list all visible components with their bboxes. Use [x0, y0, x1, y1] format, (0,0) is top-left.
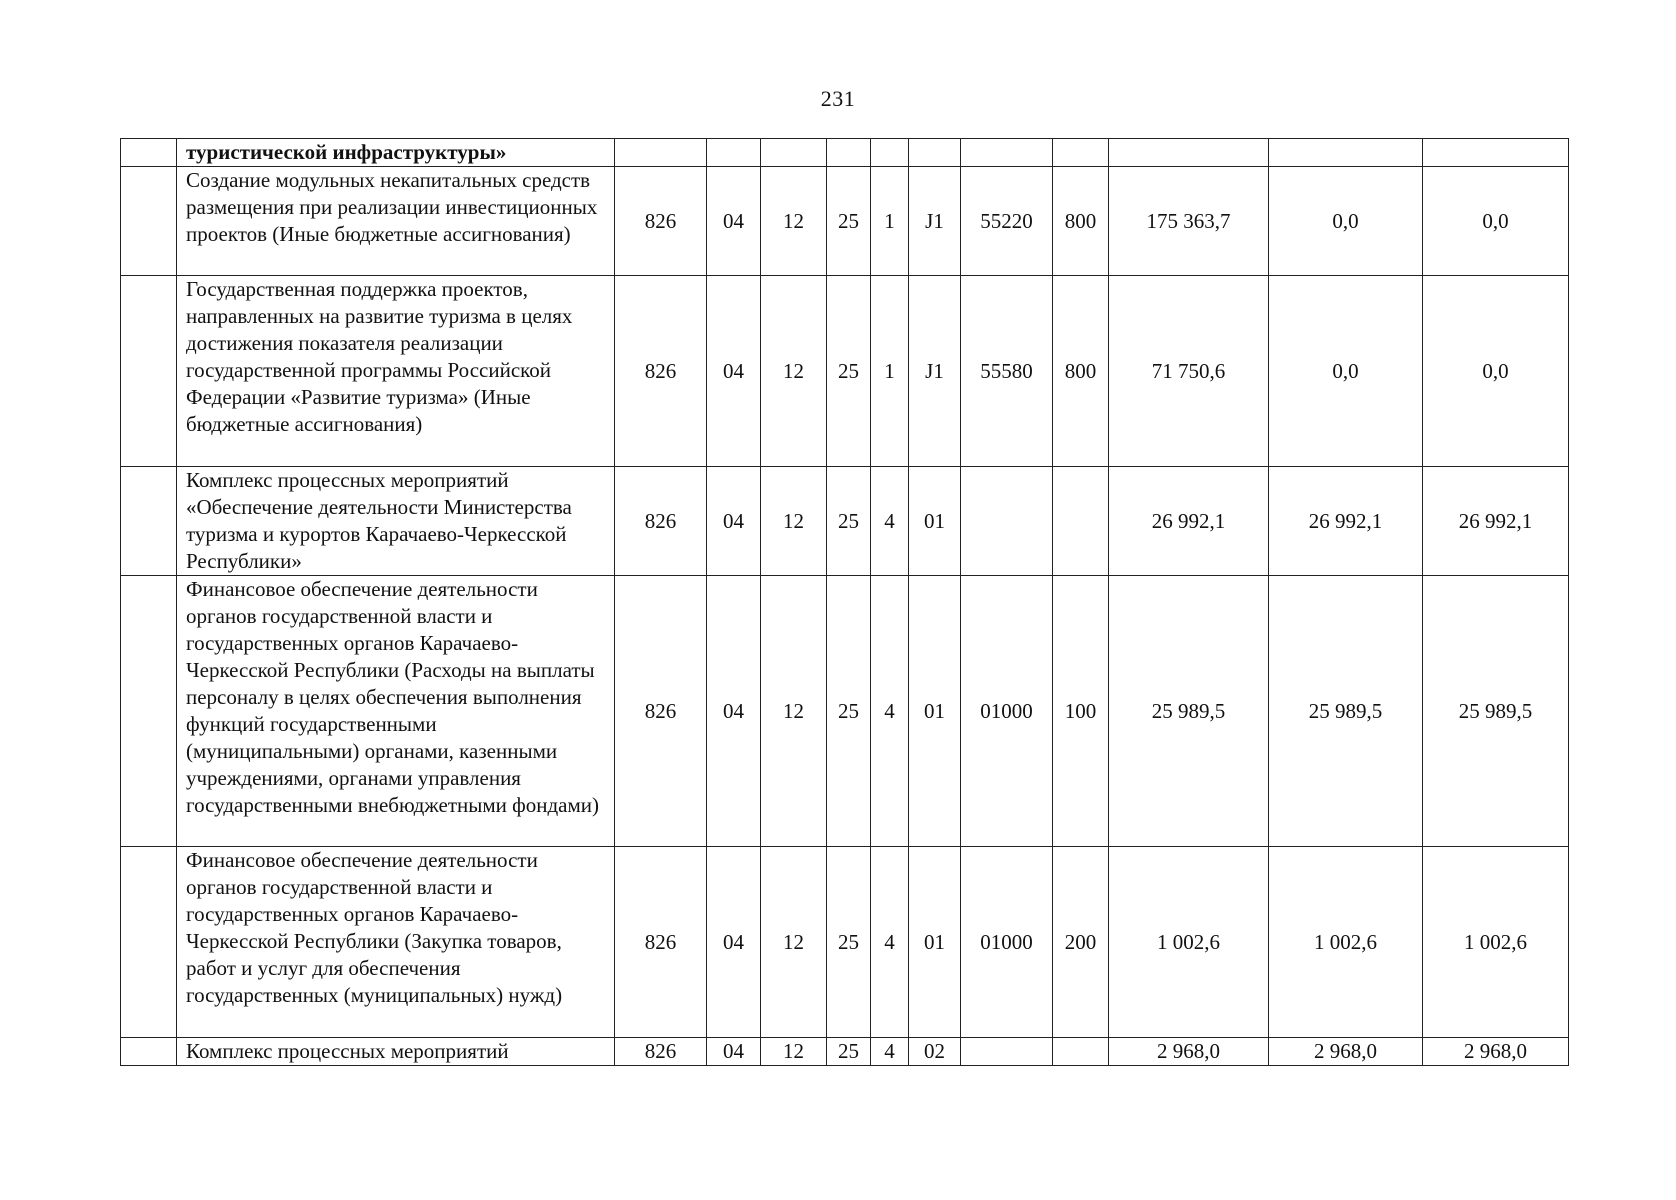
- ministry-code-cell: [615, 139, 707, 167]
- direction-code-cell: 01000: [961, 576, 1053, 847]
- amount-year-3-cell: 1 002,6: [1423, 847, 1569, 1038]
- amount-year-3-cell: 25 989,5: [1423, 576, 1569, 847]
- section-code-cell: 04: [707, 847, 761, 1038]
- expense-type-cell: 800: [1053, 167, 1109, 276]
- direction-code-cell: [961, 139, 1053, 167]
- row-number-cell: [121, 167, 177, 276]
- project-code-cell: [909, 139, 961, 167]
- subsection-code-cell: 12: [761, 576, 827, 847]
- expense-type-cell: 200: [1053, 847, 1109, 1038]
- amount-year-3-cell: 0,0: [1423, 276, 1569, 467]
- table-row: [121, 1038, 1569, 1066]
- program-code-cell: 25: [827, 467, 871, 576]
- table-row: [121, 139, 1569, 167]
- item-name-cell: Государственная поддержка проектов, направленных на развитие туризма в целях достижения показателя реализации государственной программы Российской Федерации «Развитие туризма» (Иные бюджетные ассигнования): [177, 276, 615, 467]
- amount-year-1-cell: 26 992,1: [1109, 467, 1269, 576]
- program-code-cell: 25: [827, 847, 871, 1038]
- table-row: [121, 467, 1569, 576]
- expense-type-cell: [1053, 1038, 1109, 1066]
- row-number-cell: [121, 276, 177, 467]
- page-number: 231: [820, 86, 856, 111]
- amount-year-2-cell: [1269, 139, 1423, 167]
- amount-year-1-cell: 71 750,6: [1109, 276, 1269, 467]
- section-code-cell: 04: [707, 276, 761, 467]
- ministry-code-cell: 826: [615, 1038, 707, 1066]
- subprogram-type-cell: 1: [871, 276, 909, 467]
- amount-year-2-cell: 0,0: [1269, 276, 1423, 467]
- project-code-cell: 02: [909, 1038, 961, 1066]
- direction-code-cell: [961, 1038, 1053, 1066]
- amount-year-2-cell: 1 002,6: [1269, 847, 1423, 1038]
- row-number-cell: [121, 576, 177, 847]
- amount-year-2-cell: 26 992,1: [1269, 467, 1423, 576]
- program-code-cell: 25: [827, 167, 871, 276]
- table-row: [121, 576, 1569, 847]
- subsection-code-cell: 12: [761, 847, 827, 1038]
- subprogram-type-cell: 4: [871, 467, 909, 576]
- amount-year-3-cell: 2 968,0: [1423, 1038, 1569, 1066]
- subsection-code-cell: [761, 139, 827, 167]
- section-code-cell: 04: [707, 467, 761, 576]
- section-code-cell: 04: [707, 167, 761, 276]
- direction-code-cell: 01000: [961, 847, 1053, 1038]
- subsection-code-cell: 12: [761, 467, 827, 576]
- amount-year-3-cell: 0,0: [1423, 167, 1569, 276]
- subprogram-type-cell: 1: [871, 167, 909, 276]
- amount-year-2-cell: 2 968,0: [1269, 1038, 1423, 1066]
- project-code-cell: 01: [909, 467, 961, 576]
- subsection-code-cell: 12: [761, 276, 827, 467]
- expense-type-cell: 800: [1053, 276, 1109, 467]
- expense-type-cell: [1053, 467, 1109, 576]
- row-number-cell: [121, 139, 177, 167]
- section-code-cell: 04: [707, 576, 761, 847]
- amount-year-3-cell: [1423, 139, 1569, 167]
- item-name-cell: Создание модульных некапитальных средств размещения при реализации инвестиционных проектов (Иные бюджетные ассигнования): [177, 167, 615, 276]
- amount-year-1-cell: 1 002,6: [1109, 847, 1269, 1038]
- amount-year-1-cell: 2 968,0: [1109, 1038, 1269, 1066]
- subsection-code-cell: 12: [761, 1038, 827, 1066]
- subprogram-type-cell: 4: [871, 576, 909, 847]
- amount-year-3-cell: 26 992,1: [1423, 467, 1569, 576]
- row-number-cell: [121, 467, 177, 576]
- project-code-cell: J1: [909, 276, 961, 467]
- subprogram-type-cell: [871, 139, 909, 167]
- direction-code-cell: 55220: [961, 167, 1053, 276]
- ministry-code-cell: 826: [615, 276, 707, 467]
- program-code-cell: [827, 139, 871, 167]
- row-number-cell: [121, 847, 177, 1038]
- project-code-cell: J1: [909, 167, 961, 276]
- amount-year-2-cell: 25 989,5: [1269, 576, 1423, 847]
- amount-year-1-cell: 175 363,7: [1109, 167, 1269, 276]
- amount-year-1-cell: [1109, 139, 1269, 167]
- direction-code-cell: [961, 467, 1053, 576]
- project-code-cell: 01: [909, 576, 961, 847]
- subsection-code-cell: 12: [761, 167, 827, 276]
- item-name-cell: Комплекс процессных мероприятий: [177, 1038, 615, 1066]
- section-code-cell: 04: [707, 1038, 761, 1066]
- budget-table: [120, 138, 1569, 1066]
- direction-code-cell: 55580: [961, 276, 1053, 467]
- amount-year-1-cell: 25 989,5: [1109, 576, 1269, 847]
- row-number-cell: [121, 1038, 177, 1066]
- project-code-cell: 01: [909, 847, 961, 1038]
- table-row: [121, 276, 1569, 467]
- table-body: [121, 139, 1569, 1066]
- expense-type-cell: [1053, 139, 1109, 167]
- table-row: [121, 847, 1569, 1038]
- ministry-code-cell: 826: [615, 167, 707, 276]
- ministry-code-cell: 826: [615, 847, 707, 1038]
- table-row: [121, 167, 1569, 276]
- item-name-cell: Финансовое обеспечение деятельности органов государственной власти и государственных органов Карачаево-Черкесской Республики (Расходы на выплаты персоналу в целях обеспечения выполнения функций государственными (муниципальными) органами, казенными учреждениями, органами управления государственными внебюджетными фондами): [177, 576, 615, 847]
- item-name-cell: Финансовое обеспечение деятельности органов государственной власти и государственных органов Карачаево-Черкесской Республики (Закупка товаров, работ и услуг для обеспечения государственных (муниципальных) нужд): [177, 847, 615, 1038]
- subprogram-type-cell: 4: [871, 847, 909, 1038]
- ministry-code-cell: 826: [615, 576, 707, 847]
- ministry-code-cell: 826: [615, 467, 707, 576]
- program-code-cell: 25: [827, 576, 871, 847]
- expense-type-cell: 100: [1053, 576, 1109, 847]
- program-code-cell: 25: [827, 1038, 871, 1066]
- section-code-cell: [707, 139, 761, 167]
- subprogram-type-cell: 4: [871, 1038, 909, 1066]
- item-name-cell: Комплекс процессных мероприятий «Обеспечение деятельности Министерства туризма и курортов Карачаево-Черкесской Республики»: [177, 467, 615, 576]
- amount-year-2-cell: 0,0: [1269, 167, 1423, 276]
- item-name-cell: туристической инфраструктуры»: [177, 139, 615, 167]
- program-code-cell: 25: [827, 276, 871, 467]
